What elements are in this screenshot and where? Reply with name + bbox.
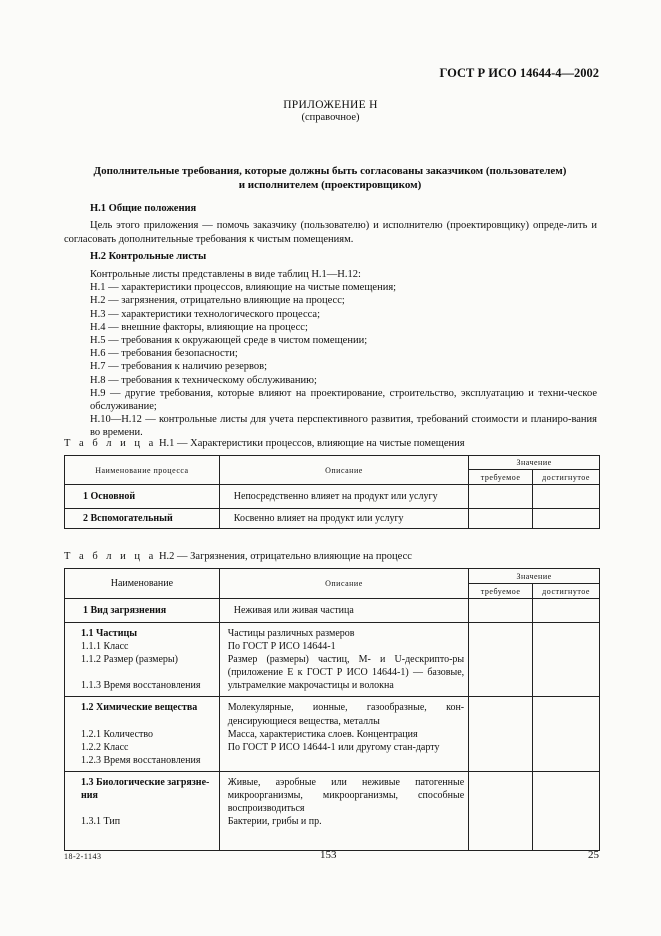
table-1-caption — [64, 438, 465, 449]
table-2-row-2-description — [219, 623, 468, 697]
table-row — [65, 771, 600, 850]
table-2-row-4-achieved — [533, 771, 600, 850]
row-2-name-1: 1.1 Частицы — [81, 628, 138, 639]
table-1-header-description: Описание — [219, 456, 468, 485]
table-2-row-4-name — [65, 771, 220, 850]
row-3-name-4: 1.2.3 Время восстановления — [81, 754, 201, 766]
row-4-desc-2: Бактерии, грибы и пр. — [227, 816, 322, 828]
row-3-desc-2: Масса, характеристика слоев. Концентрация — [227, 728, 418, 740]
row-2-desc-1: Частицы различных размеров — [227, 628, 355, 639]
list-item: Н.7 — требования к наличию резервов; — [90, 361, 268, 373]
table-2-row-2-achieved — [533, 623, 600, 697]
table-2-row-1-required — [469, 599, 533, 623]
row-2-name-3: 1.1.2 Размер (размеры) — [81, 654, 178, 666]
page-number-center: 153 — [320, 849, 337, 861]
table-1-row-2-required — [469, 509, 533, 529]
row-2-name-2: 1.1.1 Класс — [81, 641, 129, 653]
table-2-row-3-name — [65, 697, 220, 771]
table-2-header-value: Значение — [469, 569, 600, 584]
table-row — [65, 485, 600, 509]
table-1-header-name: Наименование процесса — [65, 456, 220, 485]
table-1-header-achieved: достигнутое — [533, 470, 600, 485]
standard-code: ГОСТ Р ИСО 14644-4—2002 — [439, 66, 599, 80]
section-1-title: Н.1 Общие положения — [90, 203, 197, 214]
table-2-row-3-required — [469, 697, 533, 771]
row-2-name-4: 1.1.3 Время восстановления — [81, 680, 201, 692]
checklist-intro: Контрольные листы представлены в виде таблиц Н.1—Н.12: — [90, 269, 361, 280]
page-number: 25 — [588, 849, 599, 861]
row-3-name-2: 1.2.1 Количество — [81, 728, 154, 740]
heading-line-2: и исполнителем (проектировщиком) — [238, 179, 422, 191]
section-2-title: Н.2 Контрольные листы — [90, 251, 207, 262]
table-2 — [64, 568, 600, 851]
table-2-caption-label: Т а б л и ц а — [64, 551, 157, 562]
table-1-caption-text: Н.1 — Характеристики процессов, влияющие на чистые помещения — [158, 438, 465, 449]
row-2-desc-2: По ГОСТ Р ИСО 14644-1 — [227, 641, 336, 653]
table-2-row-1-description: Неживая или живая частица — [219, 599, 468, 623]
list-item: Н.3 — характеристики технологического процесса; — [90, 308, 320, 320]
section-1-text — [64, 219, 597, 248]
table-2-row-2-required — [469, 623, 533, 697]
table-row — [65, 697, 600, 771]
list-item: Н.4 — внешние факторы, влияющие на процесс; — [90, 321, 308, 333]
row-4-name-1: 1.3 Биологические загрязне-ния — [81, 776, 210, 801]
table-1-row-2-name: 2 Вспомогательный — [65, 509, 220, 529]
list-item: Н.2 — загрязнения, отрицательно влияющие на процесс; — [90, 295, 345, 307]
table-2-header-description: Описание — [219, 569, 468, 599]
list-item: Н.8 — требования к техническому обслуживанию; — [90, 374, 317, 386]
table-1-header-value: Значение — [469, 456, 600, 470]
table-row — [65, 509, 600, 529]
list-item: Н.1 — характеристики процессов, влияющие на чистые помещения; — [90, 282, 397, 294]
list-item: Н.5 — требования к окружающей среде в чистом помещении; — [90, 335, 368, 347]
table-2-row-4-description — [219, 771, 468, 850]
table-1-row-1-required — [469, 485, 533, 509]
table-1-row-2-description: Косвенно влияет на продукт или услугу — [219, 509, 468, 529]
print-code: 18-2-1143 — [64, 852, 102, 861]
table-1-header-required: требуемое — [469, 470, 533, 485]
row-4-desc-1: Живые, аэробные или неживые патогенные микроорганизмы, микроорганизмы, способные воспроизводиться — [227, 776, 465, 815]
table-1-row-1-description: Непосредственно влияет на продукт или услугу — [219, 485, 468, 509]
row-2-desc-3: Размер (размеры) частиц, М- и U-дескрипто-ры (приложение Е к ГОСТ Р ИСО 14644-1) — базовые, ультрамелкие макрочастицы и волокна — [227, 654, 465, 692]
heading-line-1: Дополнительные требования, которые должны быть согласованы заказчиком (пользователем) — [93, 165, 567, 177]
table-2-header-required: требуемое — [469, 584, 533, 599]
table-2-header-name: Наименование — [65, 569, 220, 599]
table-1-row-2-achieved — [533, 509, 600, 529]
table-2-row-4-required — [469, 771, 533, 850]
table-1-caption-label: Т а б л и ц а — [64, 438, 157, 449]
table-2-row-3-description — [219, 697, 468, 771]
list-item: Н.9 — другие требования, которые влияют на проектирование, строительство, эксплуатацию и техни-ческое обслуживание; — [90, 387, 597, 413]
row-3-desc-3: По ГОСТ Р ИСО 14644-1 или другому стан-дарту — [227, 741, 440, 753]
table-1-row-1-name: 1 Основной — [65, 485, 220, 509]
row-3-desc-1: Молекулярные, ионные, газообразные, кон-денсирующиеся вещества, металлы — [227, 702, 465, 727]
table-2-row-1-name: 1 Вид загрязнения — [65, 599, 220, 623]
appendix-subtitle: (справочное) — [301, 112, 360, 123]
list-item: Н.10—Н.12 — контрольные листы для учета перспективного развития, требований стоимости и планиро-вания во времени. — [90, 414, 597, 439]
row-4-name-2: 1.3.1 Тип — [81, 816, 121, 828]
table-2-row-2-name — [65, 623, 220, 697]
list-item: Н.6 — требования безопасности; — [90, 348, 238, 360]
row-3-name-1: 1.2 Химические вещества — [81, 702, 198, 714]
checklist-list — [64, 268, 597, 440]
table-1 — [64, 455, 600, 529]
table-2-row-1-achieved — [533, 599, 600, 623]
table-2-caption-text: Н.2 — Загрязнения, отрицательно влияющие на процесс — [158, 551, 412, 562]
table-2-caption — [64, 551, 412, 562]
table-row — [65, 623, 600, 697]
appendix-heading — [70, 164, 590, 192]
table-2-row-3-achieved — [533, 697, 600, 771]
table-1-row-1-achieved — [533, 485, 600, 509]
table-row — [65, 599, 600, 623]
appendix-title: ПРИЛОЖЕНИЕ Н — [283, 99, 378, 111]
section-1-paragraph: Цель этого приложения — помочь заказчику (пользователю) и исполнителю (проектировщику) опреде-лить и согласовать дополнительные требования к чистым помещениям. — [64, 220, 597, 246]
table-2-header-achieved: достигнутое — [533, 584, 600, 599]
row-3-name-3: 1.2.2 Класс — [81, 741, 129, 753]
